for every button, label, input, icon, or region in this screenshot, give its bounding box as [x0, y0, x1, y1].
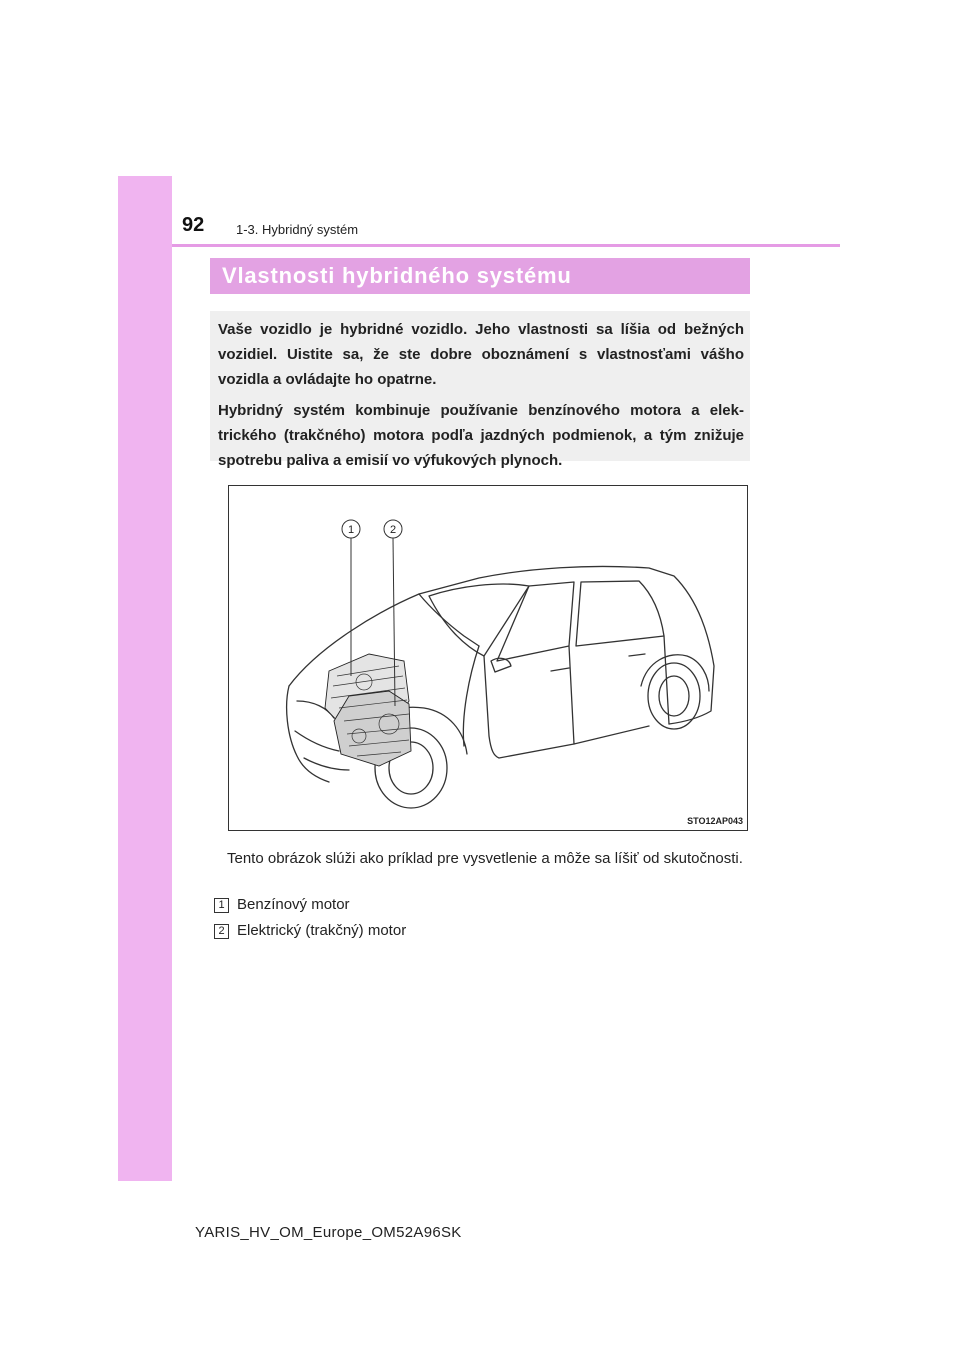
legend-label: Elektrický (trakčný) motor [237, 922, 407, 939]
figure-caption: Tento obrázok slúži ako príklad pre vysvetlenie a môže sa líšiť od skutočnosti. [227, 850, 743, 867]
heading-bar [210, 258, 750, 294]
callout-2: 2 [389, 524, 397, 536]
legend-item-1 [214, 896, 350, 913]
page-number: 92 [182, 214, 205, 236]
figure-code: STO12AP043 [687, 816, 743, 826]
car-illustration [228, 485, 748, 831]
car-drawing [229, 486, 747, 830]
legend-number: 2 [214, 924, 229, 939]
intro-box [210, 311, 750, 469]
footer-doc-code: YARIS_HV_OM_Europe_OM52A96SK [195, 1224, 462, 1241]
chapter-side-tab [118, 176, 172, 1181]
legend-item-2 [214, 922, 406, 939]
intro-paragraph-1: Vaše vozidlo je hybridné vozidlo. Jeho vlastnosti sa líšia od bežných vozidiel. Uistite sa, že ste dobre oboznámení s vlastnosťami vášho vozidla a ovládajte ho opatrne. [218, 321, 744, 388]
page-heading: Vlastnosti hybridného systému [222, 263, 572, 288]
legend-number: 1 [214, 898, 229, 913]
intro-paragraph-2: Hybridný systém kombinuje používanie benzínového motora a elektrického (trakčného) motora podľa jazdných podmienok, a tým znižuje spotrebu paliva a emisií vo výfukových plynoch. [218, 402, 744, 469]
header-rule [172, 244, 840, 247]
section-title: 1-3. Hybridný systém [236, 222, 359, 237]
callout-1: 1 [347, 524, 355, 536]
legend-label: Benzínový motor [237, 896, 350, 913]
